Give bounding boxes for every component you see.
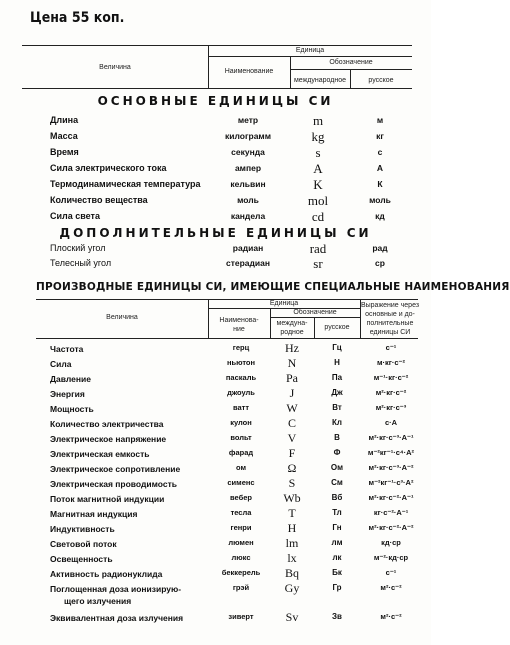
- header-russian: русское: [368, 77, 394, 84]
- table-row: Мощность ватт W Вт м²·кг·с⁻³: [50, 401, 407, 415]
- table-row: Поток магнитной индукции вебер Wb Вб м²·кг·с⁻²·А⁻¹: [50, 491, 414, 505]
- table-row: Плоский угол радиан rad рад: [50, 241, 388, 256]
- table-row: Электрическое напряжение вольт V В м²·кг·с⁻³·А⁻¹: [50, 431, 414, 445]
- table-row: Термодинамическая температура кельвин K К: [50, 177, 383, 192]
- price-label: Цена 55 коп.: [30, 10, 125, 26]
- table-row: Длина метр m м: [50, 113, 384, 128]
- table-row: Электрическая проводимость сименс S См м⁻²кг⁻¹·с³·А²: [50, 476, 414, 490]
- section-title-base: ОСНОВНЫЕ ЕДИНИЦЫ СИ: [97, 94, 334, 108]
- table-row: Освещенность люкс lx лк м⁻²·кд·ср: [50, 551, 409, 565]
- table-row: Сила электрического тока ампер A А: [50, 161, 384, 176]
- header-unit: Единица: [295, 47, 325, 54]
- header-designation: Обозначение: [293, 309, 337, 316]
- table-row: Количество электричества кулон C Кл с·А: [50, 416, 398, 430]
- table-row: Активность радионуклида беккерель Bq Бк с⁻¹: [50, 566, 397, 580]
- header-name: Наименова- ние: [219, 317, 259, 333]
- header-international: междуна- родное: [276, 320, 308, 336]
- header-designation: Обозначение: [329, 59, 373, 66]
- table-row: Давление паскаль Pa Па м⁻¹·кг·с⁻²: [50, 371, 409, 385]
- table-row: Эквивалентная доза излучения зиверт Sv Зв м²·с⁻²: [50, 610, 402, 624]
- table-row: Масса килограмм kg кг: [50, 129, 384, 144]
- table-row: Количество вещества моль mol моль: [50, 193, 391, 208]
- table-row: Сила света кандела cd кд: [50, 209, 385, 224]
- table-row: Телесный угол стерадиан sr ср: [50, 256, 385, 271]
- table-row: Частота герц Hz Гц с⁻¹: [50, 341, 397, 355]
- header-quantity: Величина: [106, 314, 138, 321]
- table-row: Электрическая емкость фарад F Ф м⁻²кг⁻¹·с⁴·А²: [50, 446, 415, 460]
- header-russian: русское: [324, 324, 350, 331]
- header-international: международное: [293, 77, 347, 84]
- table-row: Индуктивность генри H Гн м²·кг·с⁻²·А⁻²: [50, 521, 414, 535]
- header-quantity: Величина: [99, 64, 131, 71]
- section-title-derived: ПРОИЗВОДНЫЕ ЕДИНИЦЫ СИ, ИМЕЮЩИЕ СПЕЦИАЛЬНЫЕ НАИМЕНОВАНИЯ: [36, 281, 510, 293]
- table-row: Энергия джоуль J Дж м²·кг·с⁻²: [50, 386, 407, 400]
- table-row: Сила ньютон N Н м·кг·с⁻²: [50, 356, 406, 370]
- header-expression: Выражение через основные и до- полнительные единицы СИ: [360, 302, 420, 336]
- table-row: Время секунда s с: [50, 145, 383, 160]
- table-row: Световой поток люмен lm лм кд·ср: [50, 536, 401, 550]
- table-row: Магнитная индукция тесла T Тл кг·с⁻²·А⁻¹: [50, 506, 409, 520]
- header-name: Наименование: [224, 68, 274, 75]
- table-row: Электрическое сопротивление ом Ω Ом м²·кг·с⁻³·А⁻²: [50, 461, 414, 475]
- section-title-supplementary: ДОПОЛНИТЕЛЬНЫЕ ЕДИНИЦЫ СИ: [59, 226, 372, 240]
- header-unit: Единица: [269, 300, 299, 307]
- table-row: Поглощенная доза ионизирую- щего излучения грэй Gy Гр м²·с⁻²: [50, 581, 402, 606]
